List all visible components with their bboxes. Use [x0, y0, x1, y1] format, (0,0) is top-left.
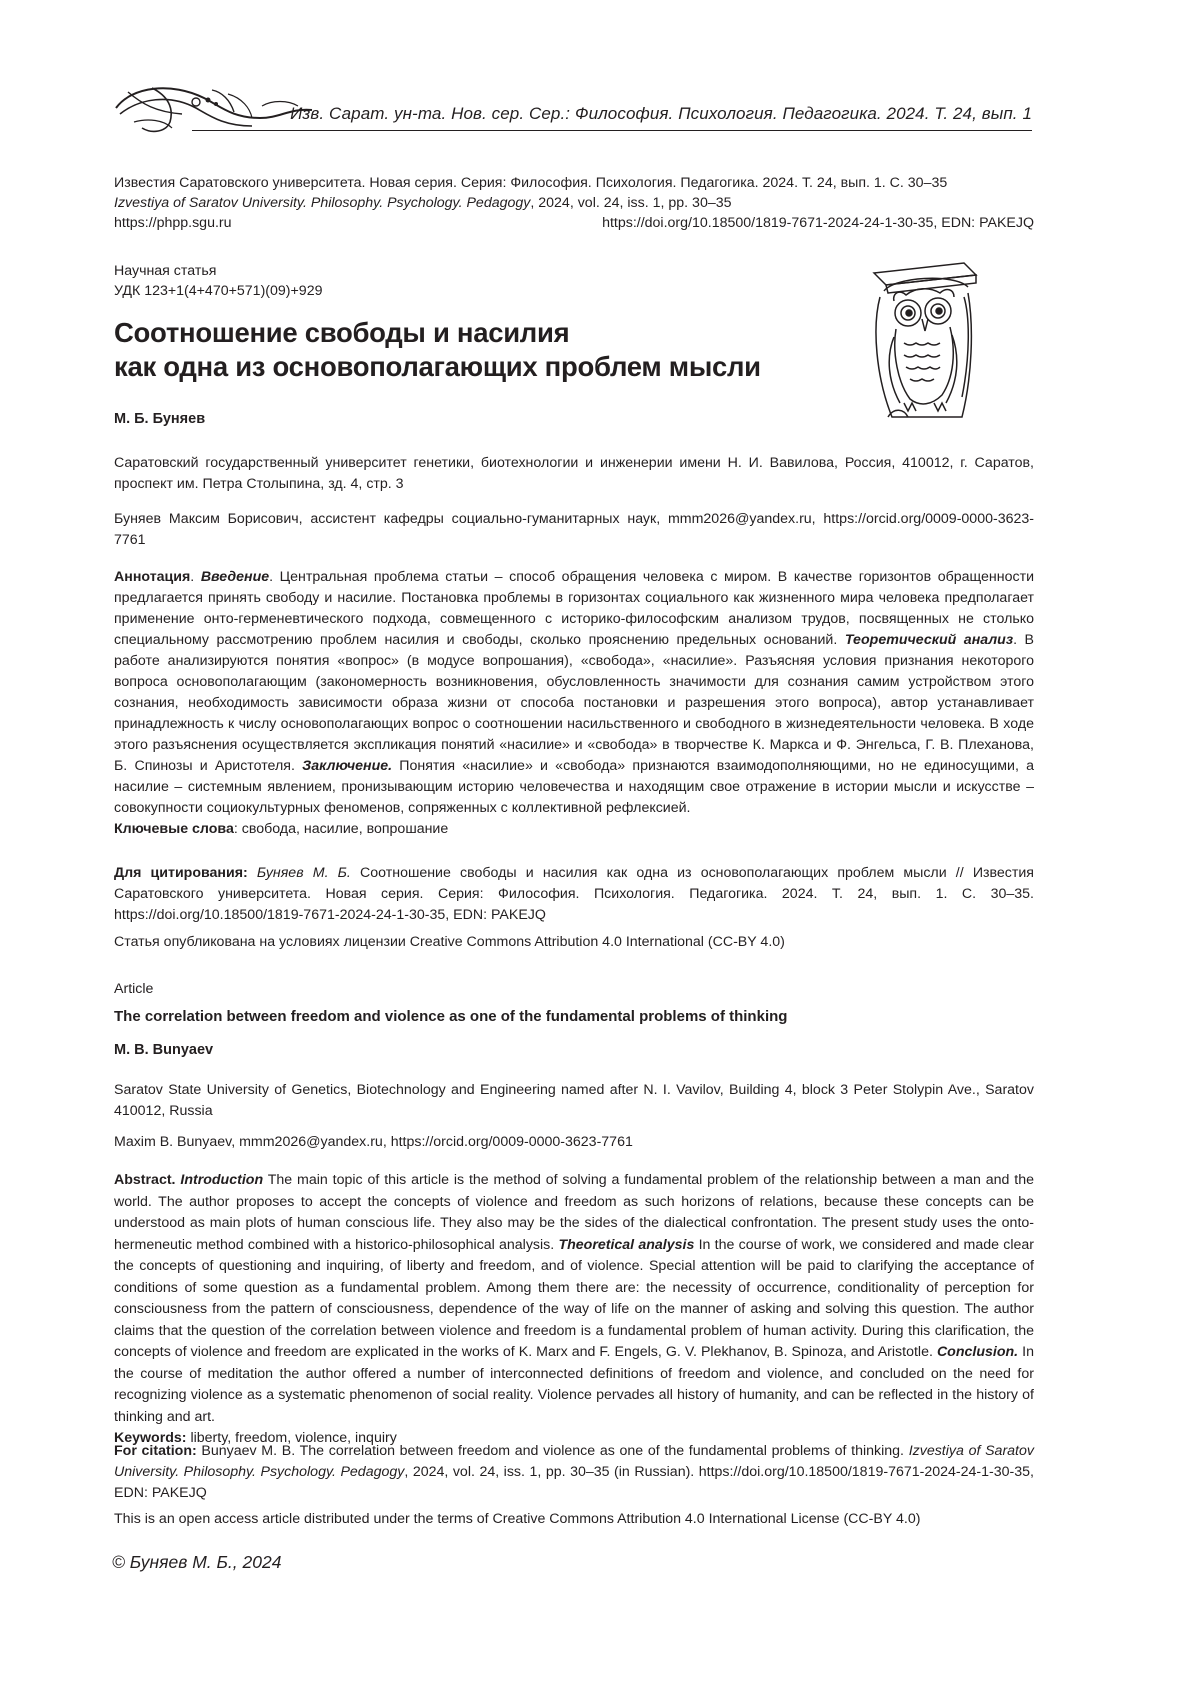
- theory-text-en: In the course of work, we considered and made clear the concepts of questioning and inquiring, of liberty and freedom, and of violence. Special attention will be paid to clarifying the acceptance of conditions of some question as a fundamental problem. Among them there are: the necessity of occurrence, conditionality of perception for consciousness from the pattern of consciousness, dependence of the way of life on the manner of asking and solving this question. The author claims that the question of the correlation between violence and freedom is a fundamental problem of human activity. During this clarification, the concepts of violence and freedom are explicated in the works of K. Marx and F. Engels, G. V. Plekhanov, B. Spinoza, and Aristotle.: [114, 1236, 1035, 1360]
- keywords-ru: : свобода, насилие, вопрошание: [233, 821, 449, 837]
- theory-label-en: Theoretical analysis: [558, 1236, 695, 1253]
- author-info-ru: Буняев Максим Борисович, ассистент кафедры социально-гуманитарных наук, mmm2026@yandex.ru, https://orcid.org/0009-0000-3623-7761: [114, 511, 1034, 548]
- conclusion-label-ru: Заключение.: [302, 758, 393, 774]
- theory-label-ru: Теоретический анализ: [844, 632, 1014, 648]
- citation-text-ru: Соотношение свободы и насилия как одна из основополагающих проблем мысли // Известия Саратовского университета. Новая серия. Серия: Философия. Психология. Педагогика. 2024. Т. 24, вып. 1. С. 30–35. https://doi.org/10.18500/1819-7671-2024-24-1-30-35, EDN: PAKEJQ: [114, 865, 1034, 923]
- theory-text-ru: . В работе анализируются понятия «вопрос» (в модусе вопрошания), «свобода», «насилие». Разъясняя условия признания некоторого вопроса основополагающим (закономерность возникновения, обусловленность значимости для сознания самим устройством этого сознания, необходимость зависимости образа жизни от способа постановки и разрешения этого вопроса), автор устанавливает принадлежность к числу основополагающих вопрос о соотношении насильственного и свободного в жизнедеятельности человека. В ходе этого разъяснения осуществляется экспликация понятий «насилие» и «свобода» в творчестве К. Маркса и Ф. Энгельса, Г. В. Плеханова, Б. Спинозы и Аристотеля.: [114, 632, 1035, 774]
- citation-en: [114, 1441, 1034, 1504]
- udk-code: УДК 123+1(4+470+571)(09)+929: [114, 283, 323, 299]
- owl-emblem-icon: [864, 257, 980, 427]
- citation-journal-en: Izvestiya of Saratov University. Philosophy. Psychology. Pedagogy: [114, 1443, 1034, 1480]
- conclusion-label-en: Conclusion.: [936, 1344, 1019, 1360]
- intro-label-ru: Введение: [200, 569, 270, 585]
- header-rule: [192, 130, 1032, 131]
- citation-label-en: For citation:: [114, 1443, 197, 1459]
- author-ru: М. Б. Буняев: [114, 411, 206, 427]
- article-type-en: Article: [114, 981, 154, 997]
- intro-label-en: Introduction: [180, 1172, 264, 1188]
- license-ru: Статья опубликована на условиях лицензии Creative Commons Attribution 4.0 International (СС-BY 4.0): [114, 934, 785, 950]
- keywords-label-en: Keywords:: [114, 1430, 187, 1446]
- meta-line-ru: Известия Саратовского университета. Новая серия. Серия: Философия. Психология. Педагогика. 2024. Т. 24, вып. 1. С. 30–35: [114, 175, 948, 191]
- conclusion-text-ru: Понятия «насилие» и «свобода» признаются взаимодополняющими, но не единосущими, а насилие – системным явлением, пронизывающим историю человечества и находящим свое отражение в истории мысли и искусстве – совокупности социокультурных феноменов, сопряженных с коллективной рефлексией.: [114, 758, 1034, 816]
- citation-text-before-en: Bunyaev M. B. The correlation between freedom and violence as one of the fundamental problems of thinking.: [196, 1443, 909, 1459]
- title-ru-line2: как одна из основополагающих проблем мысли: [114, 351, 761, 382]
- meta-url-row: [114, 213, 1034, 233]
- citation-author-ru: Буняев М. Б.: [256, 865, 351, 881]
- running-header-text: Изв. Сарат. ун-та. Нов. сер. Сер.: Философия. Психология. Педагогика. 2024. Т. 24, вып. 1: [290, 104, 1032, 123]
- affiliation-en: Saratov State University of Genetics, Biotechnology and Engineering named after N. I. Vavilov, Building 4, block 3 Peter Stolypin Ave., Saratov 410012, Russia: [114, 1082, 1034, 1119]
- meta-line-en: [114, 193, 1034, 213]
- keywords-label-ru: Ключевые слова: [114, 821, 234, 837]
- bibliographic-meta: [114, 173, 1034, 233]
- citation-text-after-en: , 2024, vol. 24, iss. 1, pp. 30–35 (in Russian). https://doi.org/10.18500/1819-7671-2024-24-1-30-35, EDN: PAKEJQ: [114, 1464, 1034, 1501]
- article-type-ru: Научная статья: [114, 263, 217, 279]
- article-title-en: The correlation between freedom and violence as one of the fundamental problems of thinking: [114, 1008, 788, 1025]
- affiliation-ru: Саратовский государственный университет генетики, биотехнологии и инженерии имени Н. И. Вавилова, Россия, 410012, г. Саратов, проспект им. Петра Столыпина, зд. 4, стр. 3: [114, 455, 1034, 492]
- license-en: This is an open access article distributed under the terms of Creative Commons Attribution 4.0 International License (CC-BY 4.0): [114, 1511, 921, 1527]
- article-classification: [114, 261, 322, 301]
- article-title-ru: [114, 316, 814, 384]
- abstract-label-ru: Аннотация: [114, 569, 191, 585]
- author-info-en: Maxim B. Bunyaev, mmm2026@yandex.ru, https://orcid.org/0009-0000-3623-7761: [114, 1134, 633, 1150]
- intro-text-en: The main topic of this article is the method of solving a fundamental problem of the relationship between a man and the world. The author proposes to accept the concepts of violence and freedom as such horizons of relations, because these concepts can be understood as main plots of human conscious life. They also may be the sides of the dialectical confrontation. The present study uses the onto-hermeneutic method combined with a historico-philosophical analysis.: [114, 1172, 1034, 1253]
- running-header: [112, 78, 1032, 138]
- conclusion-text-en: In the course of meditation the author offered a number of interconnected definitions of freedom and violence, and concluded on the need for recognizing violence as a systematic phenomenon of social reality. Violence pervades all history of humanity, and can be reflected in the history of thinking and art.: [114, 1344, 1034, 1425]
- doi-link[interactable]: https://doi.org/10.18500/1819-7671-2024-24-1-30-35, EDN: PAKEJQ: [602, 215, 1034, 231]
- author-en: M. B. Bunyaev: [114, 1042, 214, 1058]
- meta-journal-en: Izvestiya of Saratov University. Philosophy. Psychology. Pedagogy: [114, 195, 531, 211]
- abstract-en: [114, 1170, 1034, 1450]
- meta-volume-en: , 2024, vol. 24, iss. 1, pp. 30–35: [530, 195, 732, 211]
- citation-label-ru: Для цитирования:: [114, 865, 248, 881]
- intro-text-ru: . Центральная проблема статьи – способ обращения человека с миром. В качестве горизонтов обращенности предлагается принять свободу и насилие. Постановка проблемы в горизонтах социального как жизненного мира человека предполагает применение онто-герменевтического подхода, совмещенного с историко-философским анализом трудов, посвященных не столько специальному рассмотрению проблем насилия и свободы, сколько прояснению предельных оснований.: [114, 569, 1034, 648]
- site-link[interactable]: https://phpp.sgu.ru: [114, 215, 232, 231]
- citation-ru: [114, 863, 1034, 926]
- abstract-label-en: Abstract.: [114, 1172, 176, 1188]
- copyright: © Буняев М. Б., 2024: [112, 1552, 282, 1572]
- keywords-en: liberty, freedom, violence, inquiry: [186, 1430, 397, 1446]
- abstract-ru: Аннотация. Введение. Центральная проблема статьи – способ обращения человека с миром. В качестве горизонтов обращенности предлагается принять свободу и насилие. Постановка проблемы в горизонтах социального как жизненного мира человека предполагает применение онто-герменевтического подхода, совмещенного с историко-философским анализом трудов, посвященных не столько специальному рассмотрению проблем насилия и свободы, сколько прояснению предельных оснований. Теоретический анализ. В работе анализируются понятия «вопрос» (в модусе вопрошания), «свобода», «насилие». Разъясняя условия признания некоторого вопроса основополагающим (закономерность возникновения, обусловленность значимости для сознания самим устройством этого сознания, необходимость зависимости образа жизни от способа постановки и разрешения этого вопроса), автор устанавливает принадлежность к числу основополагающих вопрос о соотношении насильственного и свободного в жизнедеятельности человека. В ходе этого разъяснения осуществляется экспликация понятий «насилие» и «свобода» в творчестве К. Маркса и Ф. Энгельса, Г. В. Плеханова, Б. Спинозы и Аристотеля. Заключение. Понятия «насилие» и «свобода» признаются взаимодополняющими, но не единосущими, а насилие – системным явлением, пронизывающим историю человечества и находящим свое отражение в истории мысли и искусстве – совокупности социокультурных феноменов, сопряженных с коллективной рефлексией. Ключевые слова: свобода, насилие, вопрошание: [114, 569, 1035, 837]
- title-ru-line1: Соотношение свободы и насилия: [114, 317, 570, 348]
